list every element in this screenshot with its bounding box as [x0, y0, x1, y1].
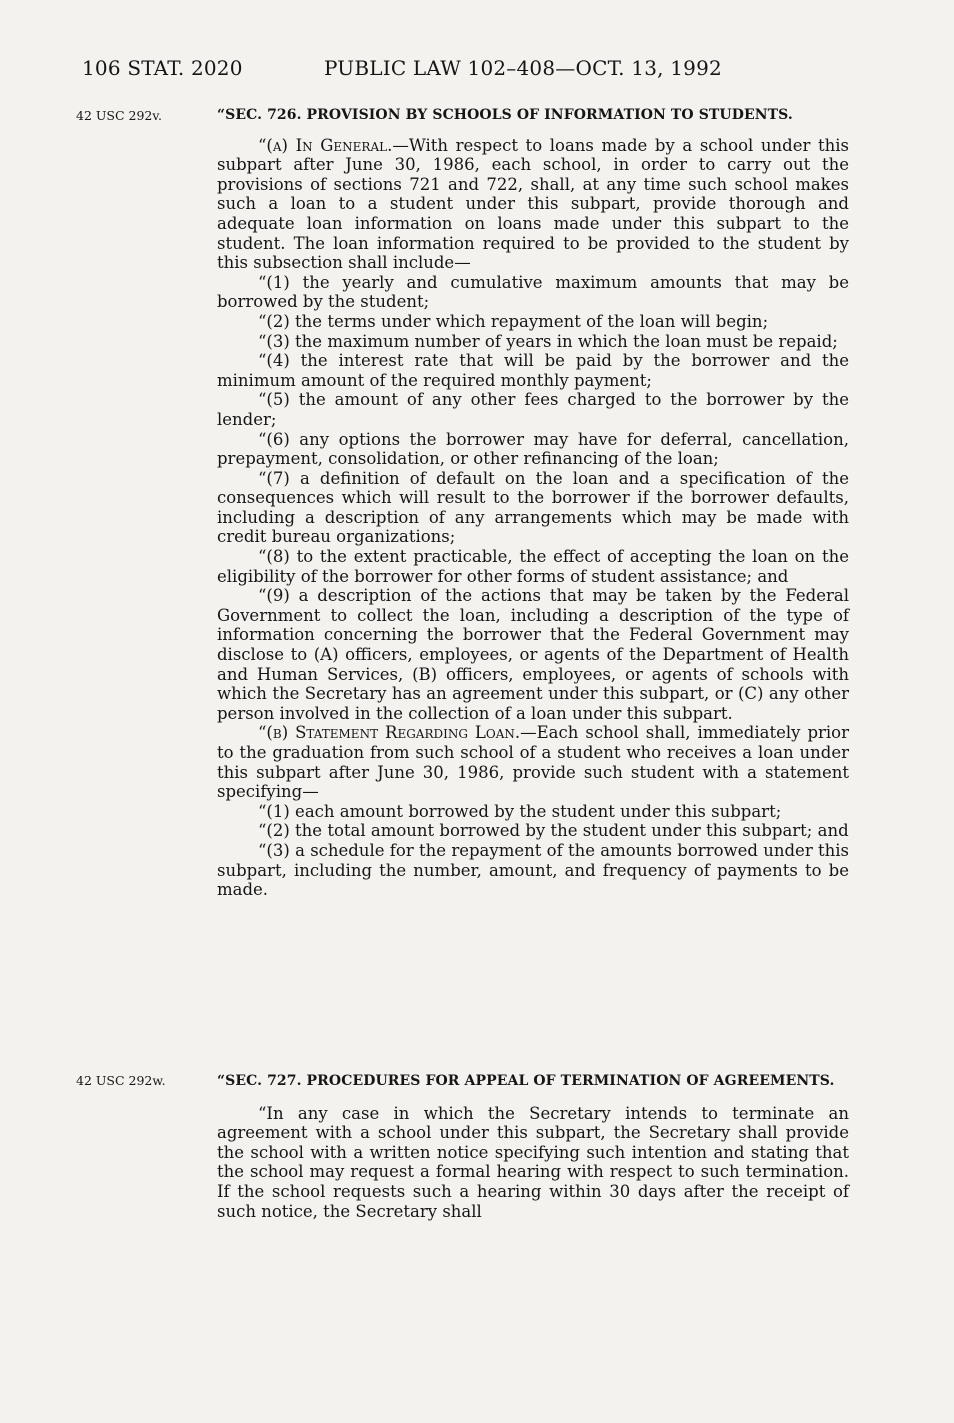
- subsection-a-item-9: “(9) a description of the actions that may be taken by the Federal Government to collect the loan, including a description of the type of information concerning the borrower that the Federal Government may disclose to (A) officers, employees, or agents of the Department of Health and Human Services, (B) officers, employees, or agents of schools with which the Secretary has an agreement under this subpart, or (C) any other person involved in the collection of a loan under this subpart.: [217, 586, 849, 723]
- subsection-a-item-1: “(1) the yearly and cumulative maximum amounts that may be borrowed by the student;: [217, 272, 849, 312]
- section-726-heading: “SEC. 726. PROVISION BY SCHOOLS OF INFORMATION TO STUDENTS.: [217, 107, 793, 123]
- subsection-b-label: “(b) Statement Regarding Loan.: [258, 723, 521, 743]
- subsection-b-text: —Each school shall, immediately prior to the graduation from such school of a student who receives a loan under this subpart after June 30, 1986, provide such student with a statement specifying—: [217, 723, 849, 802]
- subsection-a-item-4: “(4) the interest rate that will be paid by the borrower and the minimum amount of the required monthly payment;: [217, 351, 849, 390]
- subsection-a-text: —With respect to loans made by a school under this subpart after June 30, 1986, each school, in order to carry out the provisions of sections 721 and 722, shall, at any time such school makes such a loan to a student under this subpart, provide thorough and adequate loan information on loans made under this subpart to the student. The loan information required to be provided to the student by this subsection shall include—: [217, 135, 849, 273]
- subsection-b-item-3: “(3) a schedule for the repayment of the amounts borrowed under this subpart, including the number, amount, and frequency of payments to be made.: [217, 840, 849, 900]
- subsection-b-item-2: “(2) the total amount borrowed by the student under this subpart; and: [258, 821, 849, 841]
- section-727-heading: “SEC. 727. PROCEDURES FOR APPEAL OF TERMINATION OF AGREEMENTS.: [217, 1073, 835, 1089]
- subsection-a: [217, 136, 849, 273]
- subsection-a-item-5: “(5) the amount of any other fees charged to the borrower by the lender;: [217, 390, 849, 429]
- page-stat-number: 106 STAT. 2020: [82, 56, 243, 80]
- subsection-a-item-8: “(8) to the extent practicable, the effect of accepting the loan on the eligibility of the borrower for other forms of student assistance; and: [217, 547, 849, 586]
- subsection-b: [217, 723, 849, 801]
- margin-citation-292w: 42 USC 292w.: [76, 1073, 166, 1088]
- subsection-a-item-6: “(6) any options the borrower may have for deferral, cancellation, prepayment, consolidation, or other refinancing of the loan;: [217, 429, 849, 469]
- subsection-a-label: “(a) In General.: [258, 135, 393, 155]
- page-running-head: PUBLIC LAW 102–408—OCT. 13, 1992: [324, 56, 722, 80]
- subsection-a-item-3: “(3) the maximum number of years in which the loan must be repaid;: [258, 331, 838, 351]
- subsection-a-item-2: “(2) the terms under which repayment of the loan will begin;: [258, 311, 769, 331]
- margin-citation-292v: 42 USC 292v.: [76, 108, 162, 123]
- subsection-b-item-1: “(1) each amount borrowed by the student under this subpart;: [258, 801, 782, 821]
- section-726: [217, 106, 849, 900]
- section-727-text: “In any case in which the Secretary intends to terminate an agreement with a school under this subpart, the Secretary shall provide the school with a written notice specifying such intention and stating that the school may request a formal hearing with respect to such termination. If the school requests such a hearing within 30 days after the receipt of such notice, the Secretary shall: [217, 1103, 849, 1221]
- section-727: [217, 1072, 849, 1221]
- subsection-a-item-7: “(7) a definition of default on the loan and a specification of the consequences which will result to the borrower if the borrower defaults, including a description of any arrangements which may be made with credit bureau organizations;: [217, 468, 849, 547]
